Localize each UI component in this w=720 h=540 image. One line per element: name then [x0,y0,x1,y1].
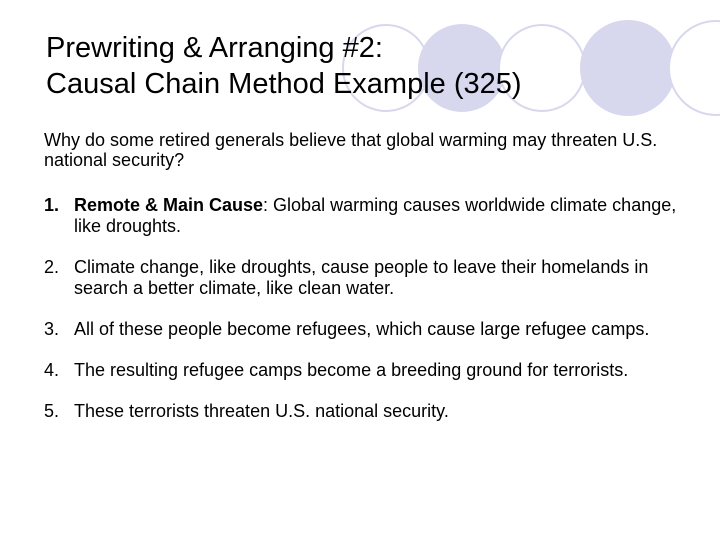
list-item [44,360,694,381]
item-number: 1. [44,195,60,215]
item-number: 3. [44,319,60,339]
filled-circle-decoration [580,20,676,116]
list-item [44,195,694,237]
item-text: These terrorists threaten U.S. national security. [74,401,449,421]
item-bold-label: Remote & Main Cause [74,195,264,215]
slide-title-line-2: Causal Chain Method Example (325) [46,68,522,100]
item-number: 5. [44,401,60,421]
list-item [44,319,694,340]
list-item [44,401,694,422]
item-text: Climate change, like droughts, cause people to leave their homelands in search a better climate, like clean water. [74,257,649,298]
outline-circle-decoration [668,20,720,116]
slide-title-line-1: Prewriting & Arranging #2: [46,32,383,64]
causal-chain-list [44,195,694,442]
slide-title [46,30,522,102]
item-text: The resulting refugee camps become a breeding ground for terrorists. [74,360,629,380]
intro-question: Why do some retired generals believe that global warming may threaten U.S. national security? [44,130,658,170]
item-text: All of these people become refugees, which cause large refugee camps. [74,319,650,339]
item-text: : Global warming causes worldwide climate change, like droughts. [74,195,677,236]
item-number: 2. [44,257,60,277]
list-item [44,257,694,299]
item-number: 4. [44,360,60,380]
